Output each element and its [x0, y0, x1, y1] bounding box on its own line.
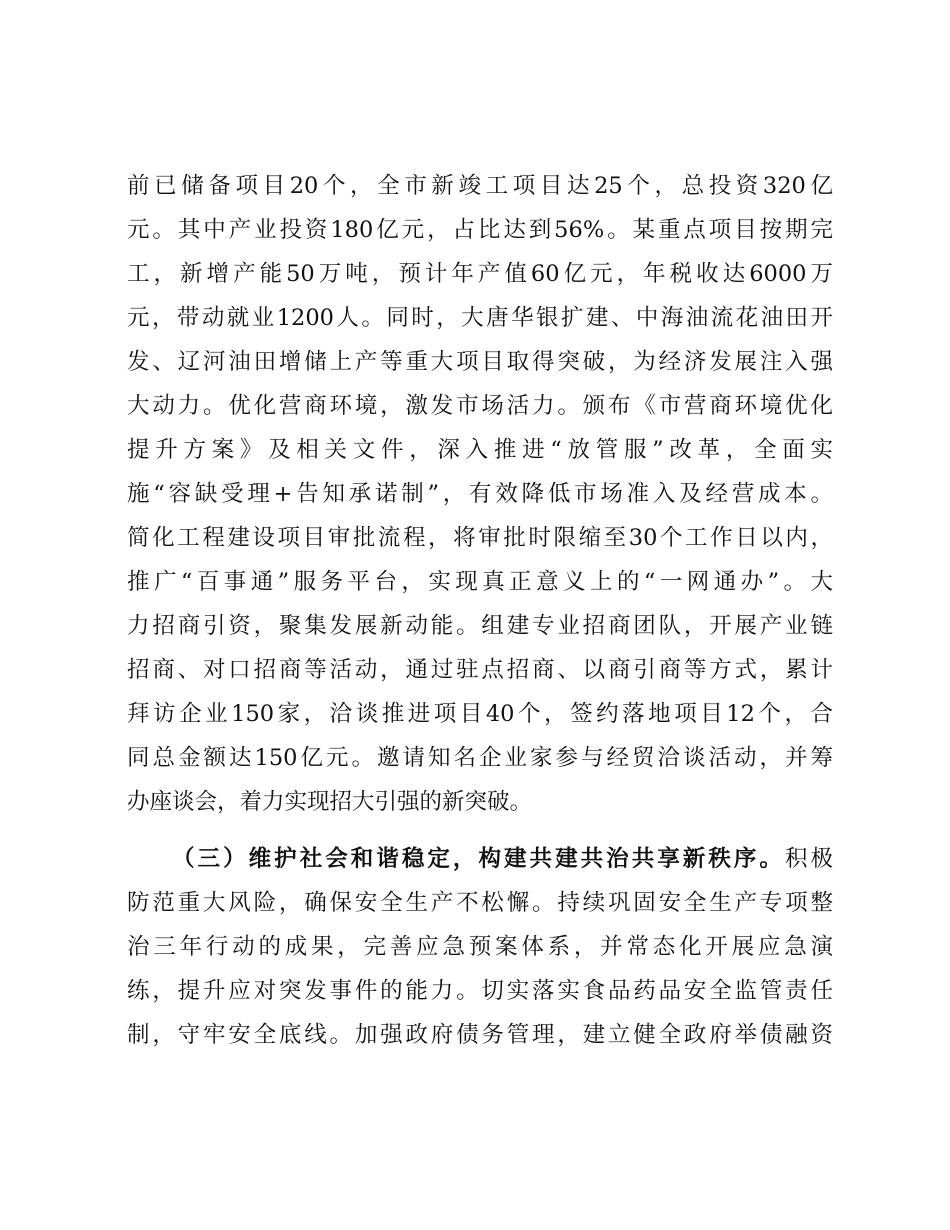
paragraph-line: 推广“百事通”服务平台，实现真正意义上的“一网通办”。大	[127, 569, 833, 595]
paragraph-line: 提升方案》及相关文件，深入推进“放管服”改革，全面实	[127, 437, 833, 463]
paragraph-line: 元。其中产业投资180亿元，占比达到56%。某重点项目按期完	[127, 217, 833, 243]
paragraph-text: 积极	[784, 846, 833, 872]
paragraph-line: 同总金额达150亿元。邀请知名企业家参与经贸洽谈活动，并筹	[127, 745, 833, 771]
paragraph-line: 大动力。优化营商环境，激发市场活力。颁布《市营商环境优化	[127, 393, 833, 419]
paragraph-line: 招商、对口招商等活动，通过驻点招商、以商引商等方式，累计	[127, 657, 833, 683]
paragraph-line: 练，提升应对突发事件的能力。切实落实食品药品安全监管责任	[127, 978, 833, 1004]
paragraph-line: 制，守牢安全底线。加强政府债务管理，建立健全政府举债融资	[127, 1022, 833, 1048]
paragraph-line: 防范重大风险，确保安全生产不松懈。持续巩固安全生产专项整	[127, 890, 833, 916]
paragraph-line: 施“容缺受理+告知承诺制”，有效降低市场准入及经营成本。	[127, 481, 833, 507]
paragraph-line: 工，新增产能50万吨，预计年产值60亿元，年税收达6000万	[127, 261, 833, 287]
paragraph-line: 简化工程建设项目审批流程，将审批时限缩至30个工作日以内，	[127, 525, 833, 551]
paragraph-line: 治三年行动的成果，完善应急预案体系，并常态化开展应急演	[127, 934, 833, 960]
paragraph-line: 发、辽河油田增储上产等重大项目取得突破，为经济发展注入强	[127, 349, 833, 375]
paragraph-line: 前已储备项目20个，全市新竣工项目达25个，总投资320亿	[127, 173, 833, 199]
paragraph-line: 元，带动就业1200人。同时，大唐华银扩建、中海油流花油田开	[127, 305, 833, 331]
paragraph-line: 拜访企业150家，洽谈推进项目40个，签约落地项目12个，合	[127, 701, 833, 727]
paragraph-line: 力招商引资，聚集发展新动能。组建专业招商团队，开展产业链	[127, 613, 833, 639]
paragraph-line: 办座谈会，着力实现招大引强的新突破。	[127, 789, 533, 815]
section-heading-line	[172, 837, 833, 881]
section-heading: （三）维护社会和谐稳定，构建共建共治共享新秩序。	[172, 846, 785, 872]
